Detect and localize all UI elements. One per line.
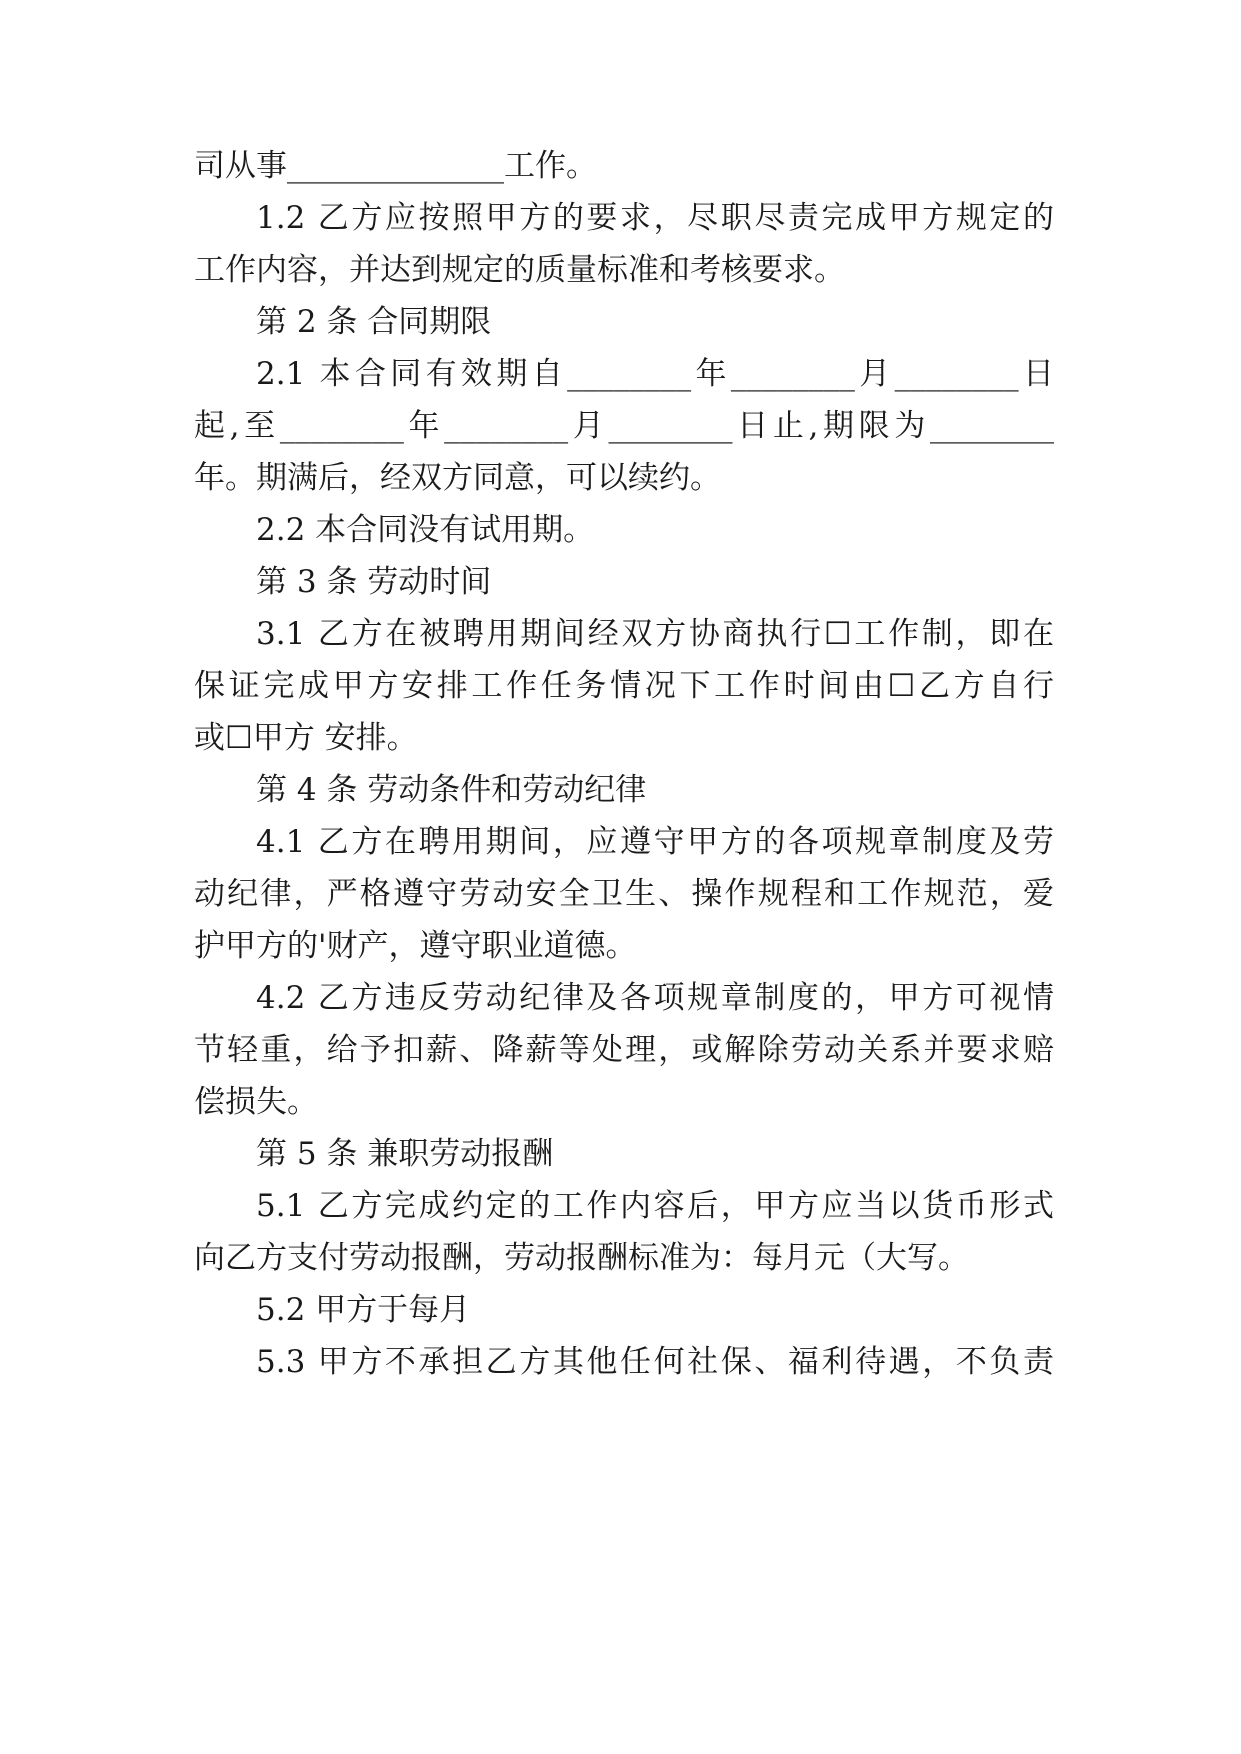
clause-1-2-line-1: 1.2 乙方应按照甲方的要求，尽职尽责完成甲方规定的 <box>256 200 1054 236</box>
clause-2-1-line-1: 2.1 本合同有效期自________年________月________日 <box>256 356 1054 392</box>
clause-4-2-line-2: 节轻重，给予扣薪、降薪等处理，或解除劳动关系并要求赔 <box>194 1032 1054 1068</box>
clause-5-2: 5.2 甲方于每月 <box>256 1292 471 1328</box>
clause-3-1-line-2: 保证完成甲方安排工作任务情况下工作时间由☐乙方自行 <box>194 668 1054 704</box>
article-5-heading: 第 5 条 兼职劳动报酬 <box>256 1136 554 1172</box>
clause-5-3-line-1: 5.3 甲方不承担乙方其他任何社保、福利待遇，不负责 <box>256 1344 1054 1380</box>
clause-5-1-line-2: 向乙方支付劳动报酬，劳动报酬标准为：每月元（大写。 <box>194 1240 969 1276</box>
article-4-heading: 第 4 条 劳动条件和劳动纪律 <box>256 772 647 808</box>
clause-2-2: 2.2 本合同没有试用期。 <box>256 512 595 548</box>
clause-3-1-line-3: 或☐甲方 安排。 <box>194 720 418 756</box>
article-2-heading: 第 2 条 合同期限 <box>256 304 492 340</box>
clause-4-1-line-3: 护甲方的'财产，遵守职业道德。 <box>194 928 637 964</box>
paragraph-line-1-1-continued: 司从事______________工作。 <box>194 148 597 184</box>
clause-4-1-line-1: 4.1 乙方在聘用期间，应遵守甲方的各项规章制度及劳 <box>256 824 1054 860</box>
clause-2-1-line-2: 起,至________年________月________日止,期限为________ <box>194 408 1054 444</box>
clause-3-1-line-1: 3.1 乙方在被聘用期间经双方协商执行☐工作制，即在 <box>256 616 1054 652</box>
clause-2-1-line-3: 年。期满后，经双方同意，可以续约。 <box>194 460 721 496</box>
clause-4-2-line-3: 偿损失。 <box>194 1084 318 1120</box>
clause-5-1-line-1: 5.1 乙方完成约定的工作内容后，甲方应当以货币形式 <box>256 1188 1054 1224</box>
clause-4-2-line-1: 4.2 乙方违反劳动纪律及各项规章制度的，甲方可视情 <box>256 980 1054 1016</box>
clause-1-2-line-2: 工作内容，并达到规定的质量标准和考核要求。 <box>194 252 845 288</box>
article-3-heading: 第 3 条 劳动时间 <box>256 564 492 600</box>
clause-4-1-line-2: 动纪律，严格遵守劳动安全卫生、操作规程和工作规范，爱 <box>194 876 1054 912</box>
